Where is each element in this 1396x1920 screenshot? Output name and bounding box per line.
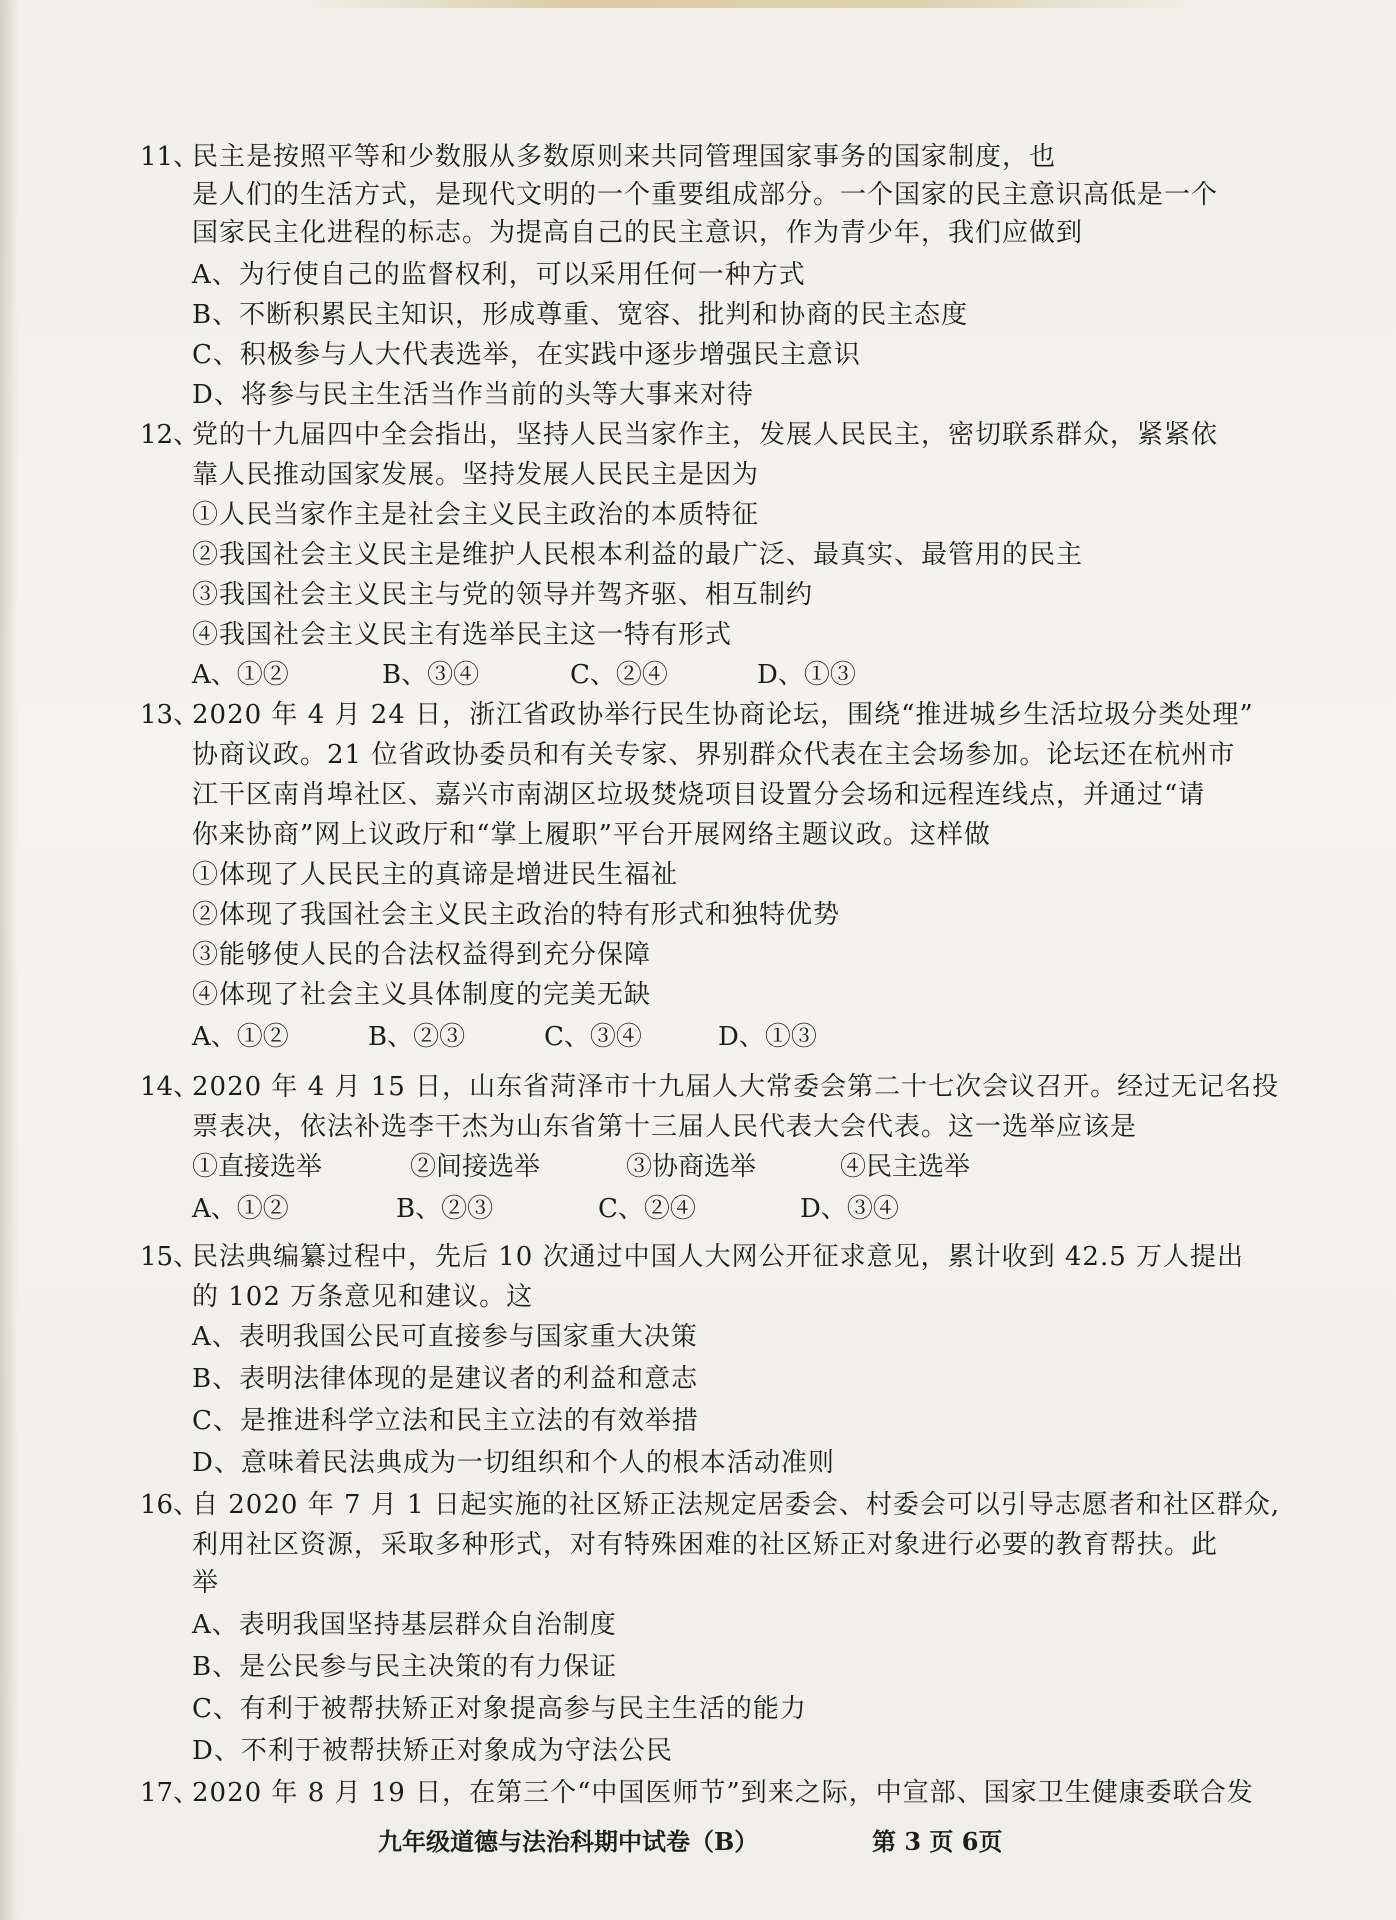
- statement-2: ②我国社会主义民主是维护人民根本利益的最广泛、最真实、最管用的民主: [192, 540, 1084, 570]
- statement-1: ①直接选举: [192, 1152, 323, 1182]
- choice-c: C、②④: [598, 1194, 696, 1224]
- option-b: B、不断积累民主知识，形成尊重、宽容、批判和协商的民主态度: [192, 300, 969, 330]
- question-stem-line: 民法典编纂过程中，先后 10 次通过中国人大网公开征求意见，累计收到 42.5 万人提出: [192, 1242, 1245, 1272]
- question-number: 13、: [140, 700, 200, 730]
- question-stem-line: 国家民主化进程的标志。为提高自己的民主意识，作为青少年，我们应做到: [192, 218, 1084, 248]
- question-stem-line: 民主是按照平等和少数服从多数原则来共同管理国家事务的国家制度，也: [192, 142, 1057, 172]
- question-number: 15、: [140, 1242, 200, 1272]
- option-a: A、表明我国坚持基层群众自治制度: [192, 1610, 617, 1640]
- statement-4: ④体现了社会主义具体制度的完美无缺: [192, 980, 652, 1010]
- question-stem-line: 利用社区资源，采取多种形式，对有特殊困难的社区矫正对象进行必要的教育帮扶。此: [192, 1530, 1219, 1560]
- question-stem-line: 自 2020 年 7 月 1 日起实施的社区矫正法规定居委会、村委会可以引导志愿者和社区群众,: [192, 1490, 1281, 1520]
- option-c: C、有利于被帮扶矫正对象提高参与民主生活的能力: [192, 1694, 807, 1724]
- choice-b: B、②③: [368, 1022, 466, 1052]
- question-number: 12、: [140, 420, 200, 450]
- option-c: C、是推进科学立法和民主立法的有效举措: [192, 1406, 699, 1436]
- choice-d: D、①③: [718, 1022, 817, 1052]
- statement-3: ③我国社会主义民主与党的领导并驾齐驱、相互制约: [192, 580, 814, 610]
- option-d: D、意味着民法典成为一切组织和个人的根本活动准则: [192, 1448, 835, 1478]
- option-b: B、是公民参与民主决策的有力保证: [192, 1652, 618, 1682]
- question-stem-line: 靠人民推动国家发展。坚持发展人民民主是因为: [192, 460, 760, 490]
- statement-4: ④我国社会主义民主有选举民主这一特有形式: [192, 620, 733, 650]
- question-stem-line: 票表决，依法补选李干杰为山东省第十三届人民代表大会代表。这一选举应该是: [192, 1112, 1138, 1142]
- question-stem-line: 2020 年 8 月 19 日，在第三个“中国医师节”到来之际，中宣部、国家卫生健康委联合发: [192, 1778, 1254, 1808]
- question-number: 14、: [140, 1072, 200, 1102]
- choice-a: A、①②: [192, 1194, 289, 1224]
- choice-d: D、①③: [757, 660, 856, 690]
- option-b: B、表明法律体现的是建议者的利益和意志: [192, 1364, 699, 1394]
- choice-a: A、①②: [192, 660, 289, 690]
- option-d: D、不利于被帮扶矫正对象成为守法公民: [192, 1736, 673, 1766]
- question-number: 11、: [140, 142, 200, 172]
- question-number: 17、: [140, 1778, 200, 1808]
- statement-2: ②间接选举: [410, 1152, 541, 1182]
- exam-title: 九年级道德与法治科期中试卷（B）: [378, 1827, 759, 1856]
- choice-a: A、①②: [192, 1022, 289, 1052]
- question-number: 16、: [140, 1490, 200, 1520]
- choice-b: B、②③: [396, 1194, 494, 1224]
- choice-c: C、②④: [570, 660, 668, 690]
- question-stem-line: 2020 年 4 月 24 日，浙江省政协举行民生协商论坛，围绕“推进城乡生活垃圾分类处理”: [192, 700, 1254, 730]
- page-number: 第 3 页 6页: [872, 1827, 1003, 1856]
- statement-3: ③协商选举: [626, 1152, 757, 1182]
- choice-b: B、③④: [382, 660, 480, 690]
- question-stem-line: 党的十九届四中全会指出，坚持人民当家作主，发展人民民主，密切联系群众，紧紧依: [192, 420, 1219, 450]
- choice-d: D、③④: [800, 1194, 899, 1224]
- question-stem-line: 是人们的生活方式，是现代文明的一个重要组成部分。一个国家的民主意识高低是一个: [192, 180, 1219, 210]
- question-stem-line: 江干区南肖埠社区、嘉兴市南湖区垃圾焚烧项目设置分会场和远程连线点，并通过“请: [192, 780, 1206, 810]
- statement-3: ③能够使人民的合法权益得到充分保障: [192, 940, 652, 970]
- option-c: C、积极参与人大代表选举，在实践中逐步增强民主意识: [192, 340, 861, 370]
- option-d: D、将参与民主生活当作当前的头等大事来对待: [192, 380, 754, 410]
- question-stem-line: 你来协商”网上议政厅和“掌上履职”平台开展网络主题议政。这样做: [192, 820, 991, 850]
- statement-2: ②体现了我国社会主义民主政治的特有形式和独特优势: [192, 900, 841, 930]
- option-a: A、为行使自己的监督权利，可以采用任何一种方式: [192, 260, 806, 290]
- question-stem-line: 的 102 万条意见和建议。这: [192, 1282, 534, 1312]
- choice-c: C、③④: [544, 1022, 642, 1052]
- paper-top-edge: [300, 0, 1200, 8]
- statement-4: ④民主选举: [840, 1152, 971, 1182]
- paper-left-shadow: [0, 0, 18, 1920]
- question-stem-line: 举: [192, 1568, 220, 1598]
- question-stem-line: 协商议政。21 位省政协委员和有关专家、界别群众代表在主会场参加。论坛还在杭州市: [192, 740, 1236, 770]
- statement-1: ①人民当家作主是社会主义民主政治的本质特征: [192, 500, 760, 530]
- statement-1: ①体现了人民民主的真谛是增进民生福祉: [192, 860, 679, 890]
- option-a: A、表明我国公民可直接参与国家重大决策: [192, 1322, 698, 1352]
- question-stem-line: 2020 年 4 月 15 日，山东省菏泽市十九届人大常委会第二十七次会议召开。经过无记名投: [192, 1072, 1280, 1102]
